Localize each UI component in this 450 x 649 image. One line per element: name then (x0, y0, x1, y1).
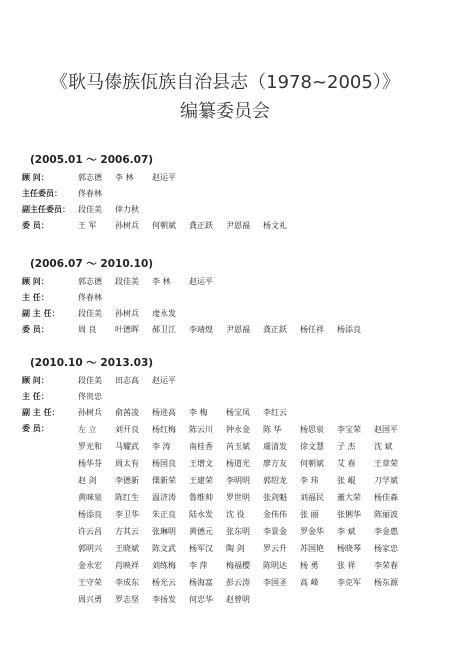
member-names (78, 390, 115, 404)
member-name: 赵运平 (189, 277, 213, 286)
member-name: 鲁维帅 (189, 493, 213, 502)
member-name: 许云昌 (78, 527, 102, 536)
member-name: 郭志德 (78, 173, 102, 182)
role-label: 副主任委员： (22, 205, 70, 214)
member-name: 虞清发 (263, 442, 287, 451)
members-row (78, 438, 411, 455)
members-row (78, 574, 411, 591)
member-name: 杨红梅 (152, 425, 176, 434)
member-name: 黄咪泉 (78, 493, 102, 502)
member-name: 马耀武 (115, 442, 139, 451)
member-name: 肖映祥 (115, 561, 139, 570)
member-name: 沈 斌 (374, 442, 393, 451)
member-name: 佟贵忠 (78, 392, 102, 401)
member-name: 黄德元 (189, 527, 213, 536)
member-name: 何忠华 (189, 595, 213, 604)
member-name: 张琳明 (152, 527, 176, 536)
member-name: 刀学斌 (374, 476, 398, 485)
member-name: 叶德晖 (115, 325, 139, 334)
member-name: 杨道光 (226, 459, 250, 468)
member-name: 王守荣 (78, 578, 102, 587)
member-name: 沈 役 (226, 510, 245, 519)
members-grid (78, 421, 411, 608)
member-name: 俞茜凌 (115, 408, 139, 417)
member-name: 罗世明 (226, 493, 250, 502)
member-name: 王章荣 (374, 459, 398, 468)
member-name: 李靖煌 (189, 325, 213, 334)
period-heading: (2006.07 ～ 2010.10) (30, 258, 154, 270)
member-name: 苏国艳 (300, 544, 324, 553)
member-name: 子 杰 (337, 442, 356, 451)
member-name: 龚正跃 (263, 325, 287, 334)
member-name: 罗志坚 (115, 595, 139, 604)
member-name: 张 祥 (337, 561, 356, 570)
members-row (78, 506, 411, 523)
member-name: 陈 华 (263, 425, 282, 434)
member-name: 郭绍龙 (263, 476, 287, 485)
member-name: 李 林 (115, 173, 134, 182)
role-label: 主 任： (22, 293, 49, 302)
member-name: 张东明 (226, 527, 250, 536)
member-name: 陆永发 (189, 510, 213, 519)
member-names (78, 323, 374, 337)
members-row (78, 472, 411, 489)
member-name: 廖方友 (263, 459, 287, 468)
member-name: 倖力秋 (115, 205, 139, 214)
role-label: 副 主 任： (22, 408, 60, 417)
member-name: 杨军汉 (189, 544, 213, 553)
member-name: 张 丽 (300, 510, 319, 519)
member-name: 张 崐 (337, 476, 356, 485)
member-name: 李红云 (263, 408, 287, 417)
role-label: 委 员： (22, 424, 49, 433)
member-name: 周 良 (78, 325, 97, 334)
member-name: 傈新荣 (152, 476, 176, 485)
member-name: 杨文礼 (263, 221, 287, 230)
member-name: 李扬发 (152, 595, 176, 604)
members-row (78, 557, 411, 574)
member-name: 赵国平 (374, 425, 398, 434)
member-name: 左 立 (78, 425, 97, 434)
member-name: 郝卫江 (152, 325, 176, 334)
member-name: 南桂香 (189, 442, 213, 451)
member-name: 陈云川 (189, 425, 213, 434)
member-name: 赵 剑 (78, 476, 97, 485)
members-row (78, 421, 411, 438)
member-names (78, 275, 226, 289)
member-name: 杨家忠 (374, 544, 398, 553)
members-row (78, 489, 411, 506)
member-name: 尹恩福 (226, 221, 250, 230)
member-name: 杨宝凤 (226, 408, 250, 417)
member-name: 虔永发 (152, 309, 176, 318)
member-name: 郭志德 (78, 277, 102, 286)
member-name: 尹恩福 (226, 325, 250, 334)
member-names (78, 187, 115, 201)
member-name: 杨海富 (189, 578, 213, 587)
members-row (78, 455, 411, 472)
role-label: 主任委员： (22, 189, 62, 198)
member-name: 孙树兵 (78, 408, 102, 417)
member-name: 杨添良 (337, 325, 361, 334)
committee-title: 编纂委员会 (180, 101, 270, 122)
member-name: 钟永金 (226, 425, 250, 434)
member-name: 陶 剑 (226, 544, 245, 553)
member-name: 李成东 (115, 578, 139, 587)
member-name: 李 斌 (337, 527, 356, 536)
member-name: 杨佳森 (374, 493, 398, 502)
members-row (78, 540, 411, 557)
member-names (78, 406, 300, 420)
member-name: 艾 春 (337, 459, 356, 468)
member-name: 田志高 (115, 376, 139, 385)
member-name: 杨国良 (152, 459, 176, 468)
member-name: 杨添良 (78, 510, 102, 519)
member-name: 赵运平 (152, 376, 176, 385)
member-name: 佟春林 (78, 189, 102, 198)
member-name: 朱正良 (152, 510, 176, 519)
member-name: 杨进高 (152, 408, 176, 417)
member-name: 罗金华 (300, 527, 324, 536)
member-name: 梅福樱 (226, 561, 250, 570)
member-name: 何朝斌 (152, 221, 176, 230)
members-row (78, 591, 411, 608)
member-name: 李 林 (152, 277, 171, 286)
member-name: 王建荣 (189, 476, 213, 485)
member-name: 王晓斌 (115, 544, 139, 553)
member-name: 刘福民 (300, 493, 324, 502)
member-name: 罗光和 (78, 442, 102, 451)
member-name: 张剑魁 (263, 493, 287, 502)
member-name: 郭明兴 (78, 544, 102, 553)
member-name: 赵曾明 (226, 595, 250, 604)
member-name: 刘开良 (115, 425, 139, 434)
period-heading: (2005.01 ～ 2006.07) (30, 154, 154, 166)
member-name: 李 玮 (300, 476, 319, 485)
member-names (78, 307, 189, 321)
member-name: 王 军 (78, 221, 97, 230)
role-label: 委 员： (22, 221, 49, 230)
member-names (78, 374, 189, 388)
role-label: 顾 问： (22, 173, 49, 182)
member-name: 杨华芬 (78, 459, 102, 468)
role-label: 主 任： (22, 392, 49, 401)
role-label: 顾 问： (22, 277, 49, 286)
member-name: 周太有 (115, 459, 139, 468)
member-name: 杨东源 (374, 578, 398, 587)
member-name: 温济涛 (152, 493, 176, 502)
member-name: 高 峰 (300, 578, 319, 587)
member-name: 彭云涛 (226, 578, 250, 587)
role-label: 委 员： (22, 325, 49, 334)
member-name: 李克军 (337, 578, 361, 587)
member-name: 李金惠 (374, 527, 398, 536)
member-name: 龚正跃 (189, 221, 213, 230)
member-name: 徐文慧 (300, 442, 324, 451)
member-names (78, 291, 115, 305)
member-name: 李荣春 (374, 561, 398, 570)
member-name: 李卫华 (115, 510, 139, 519)
period-heading: (2010.10 ～ 2013.03) (30, 357, 154, 369)
member-name: 陈丽波 (374, 510, 398, 519)
member-name: 张俐华 (337, 510, 361, 519)
member-name: 王增文 (189, 459, 213, 468)
member-name: 李 梅 (189, 408, 208, 417)
member-name: 刘练梅 (152, 561, 176, 570)
member-name: 李景金 (263, 527, 287, 536)
member-name: 杨思泉 (300, 425, 324, 434)
member-names (78, 203, 152, 217)
member-name: 何朝斌 (300, 459, 324, 468)
member-name: 陈红生 (115, 493, 139, 502)
member-name: 杨 勇 (300, 561, 319, 570)
member-name: 金永宏 (78, 561, 102, 570)
member-name: 芮玉斌 (226, 442, 250, 451)
member-name: 孙树兵 (115, 309, 139, 318)
member-names (78, 171, 189, 185)
book-title: 《耿马傣族佤族自治县志（1978~2005）》 (50, 72, 400, 93)
member-names (78, 219, 300, 233)
member-name: 赵运平 (152, 173, 176, 182)
member-name: 佟春林 (78, 293, 102, 302)
member-name: 段佳美 (78, 205, 102, 214)
member-name: 杨晓琴 (337, 544, 361, 553)
member-name: 段佳美 (78, 309, 102, 318)
member-name: 李 涛 (152, 442, 171, 451)
member-name: 罗云升 (263, 544, 287, 553)
member-name: 李 萍 (189, 561, 208, 570)
role-label: 副 主 任： (22, 309, 60, 318)
member-name: 李国圣 (263, 578, 287, 587)
member-name: 李宝荣 (337, 425, 361, 434)
member-name: 李德新 (115, 476, 139, 485)
member-name: 杨光云 (152, 578, 176, 587)
member-name: 段佳美 (78, 376, 102, 385)
member-name: 董大荣 (337, 493, 361, 502)
member-name: 杨任祥 (300, 325, 324, 334)
member-name: 金伟伟 (263, 510, 287, 519)
member-name: 方其云 (115, 527, 139, 536)
member-name: 李明明 (226, 476, 250, 485)
member-name: 段佳美 (115, 277, 139, 286)
members-row (78, 523, 411, 540)
member-name: 孙树兵 (115, 221, 139, 230)
member-name: 陈文武 (152, 544, 176, 553)
member-name: 周兴勇 (78, 595, 102, 604)
role-label: 顾 问： (22, 376, 49, 385)
member-name: 陈明达 (263, 561, 287, 570)
